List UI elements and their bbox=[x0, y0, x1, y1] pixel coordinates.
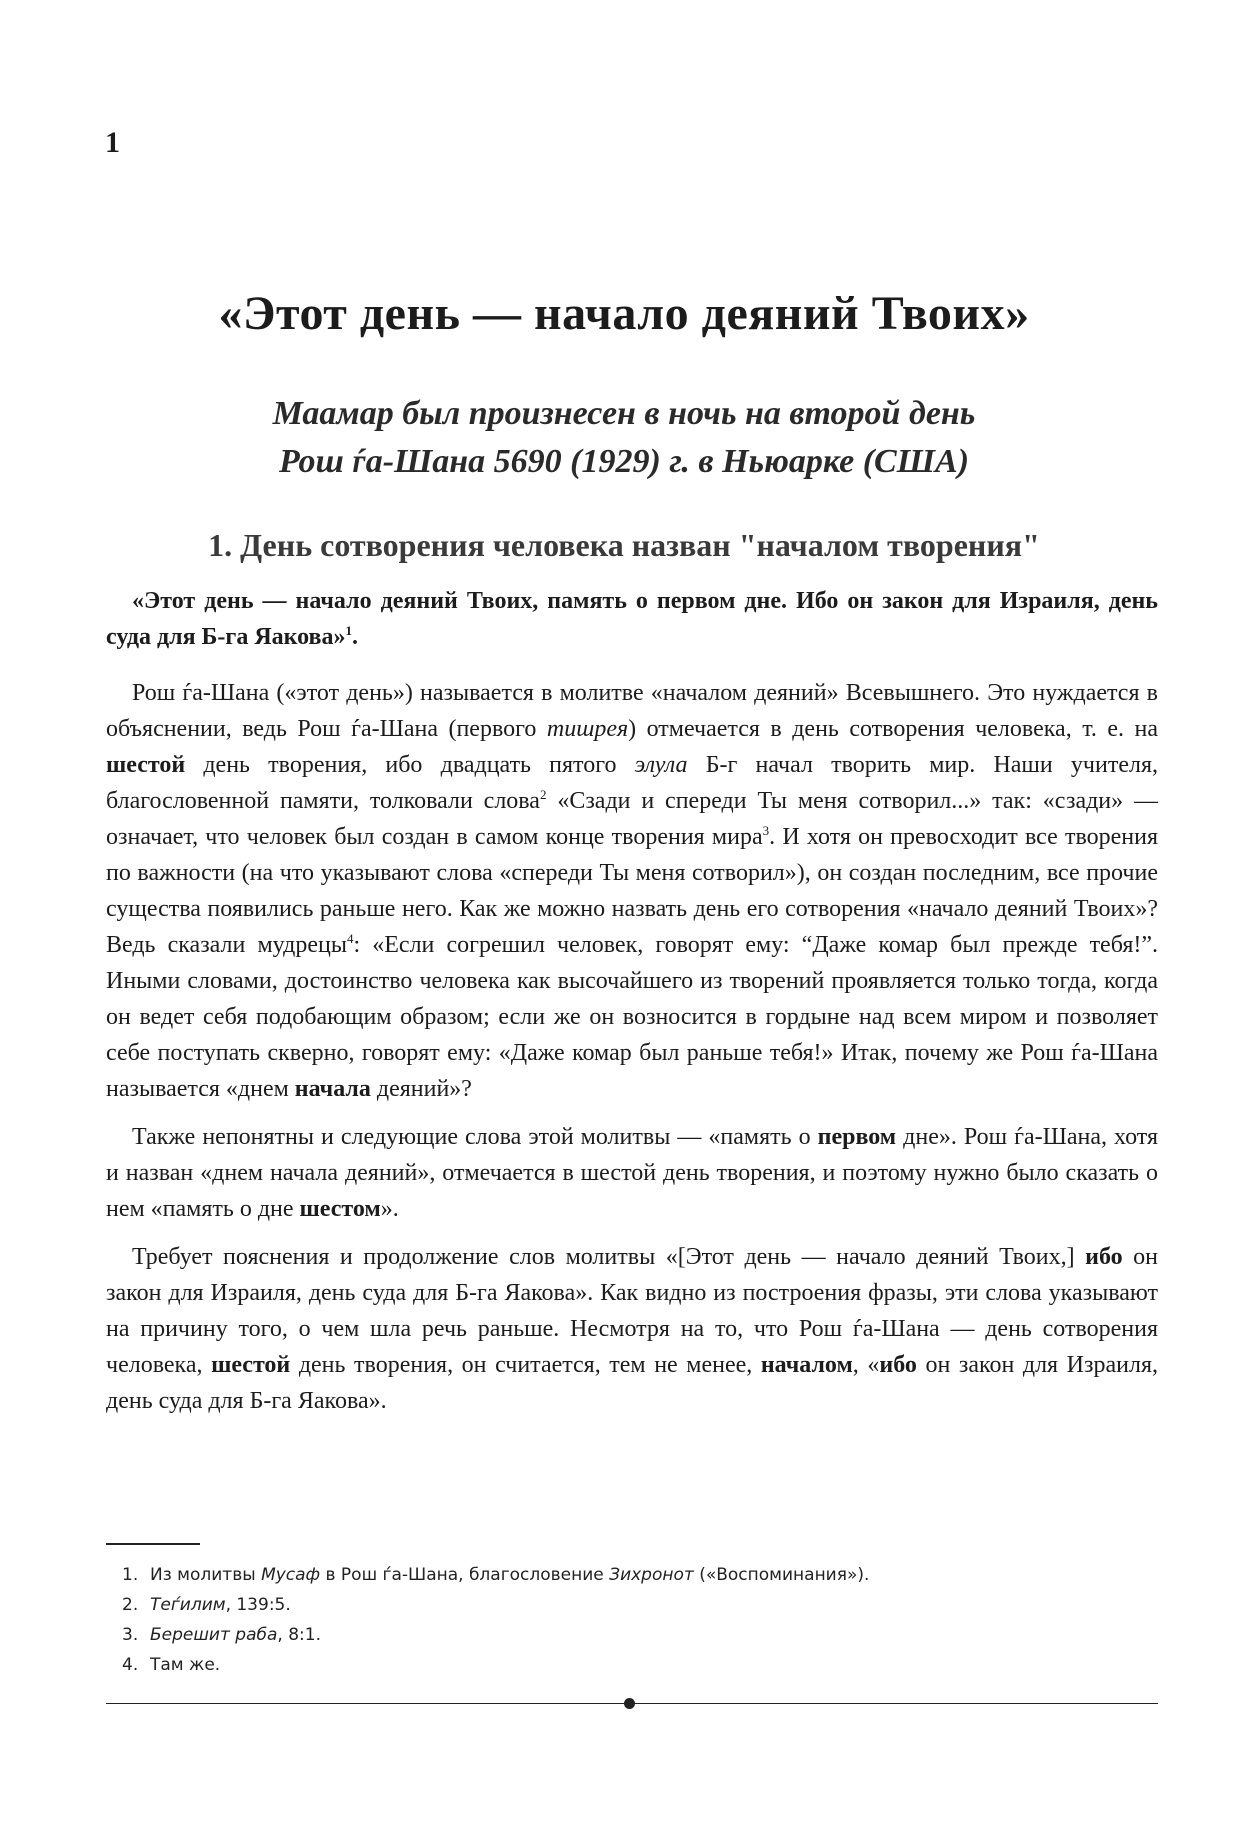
paragraph-2 bbox=[106, 1119, 1158, 1227]
text-run: : «Если согрешил человек, говорят ему: “Даже комар был прежде тебя!”. Иными словами, достоинство человека как высочайшего из творений проявляется только тогда, когда он ведет себя подобающим образом; если же он возносится в гордыне над всем миром и позволяет себе поступать скверно, говорят ему: «Даже комар был раньше тебя!» Итак, почему же Рош ѓа-Шана называется «днем bbox=[106, 932, 1159, 1102]
text-run: Б-г начал творить мир. Наши учителя, благословенной памяти, толковали слова bbox=[106, 752, 1158, 814]
bold-term: ибо bbox=[1085, 1244, 1123, 1270]
footnote-4 bbox=[122, 1650, 869, 1680]
footnote-number: 4. bbox=[122, 1655, 139, 1675]
text-run: «Сзади и спереди Ты меня сотворил...» так: «сзади» — означает, что человек был создан в самом конце творения мира bbox=[106, 788, 1158, 850]
footnote-ref-1: 1 bbox=[345, 623, 353, 638]
footnote-source: Зихронот bbox=[609, 1565, 694, 1585]
chapter-subtitle bbox=[0, 390, 1248, 486]
text-run: он закон для Израиля, день суда для Б-га Яакова». bbox=[106, 1352, 1158, 1414]
text-run: ». bbox=[380, 1196, 399, 1222]
italic-term: тишрея bbox=[546, 716, 629, 742]
footnotes bbox=[122, 1560, 869, 1680]
text-run: ) отмечается в день сотворения человека, т. е. на bbox=[628, 716, 1159, 742]
italic-term: элула bbox=[634, 752, 688, 778]
text-run: , « bbox=[852, 1352, 880, 1378]
bold-term: шестом bbox=[299, 1196, 381, 1222]
footnote-source: Теѓилим bbox=[150, 1595, 226, 1615]
footnote-3 bbox=[122, 1620, 869, 1650]
section-heading: 1. День сотворения человека назван "началом творения" bbox=[208, 527, 1040, 563]
text-run: Также непонятны и следующие слова этой молитвы — «память о bbox=[132, 1124, 818, 1150]
footnote-text: Там же. bbox=[150, 1655, 221, 1675]
text-run: день творения, он считается, тем не менее, bbox=[290, 1352, 761, 1378]
epigraph-quote: «Этот день — начало деяний Твоих, память о первом дне. Ибо он закон для Израиля, день суда для Б-га Яакова»$^1$. bbox=[106, 588, 1158, 650]
paragraph-1 bbox=[106, 675, 1158, 1107]
footnote-ref-2: 2 bbox=[539, 787, 547, 802]
subtitle-line-2: Рош ѓа-Шана 5690 (1929) г. в Ньюарке (США) bbox=[278, 443, 970, 480]
text-run: деяний»? bbox=[370, 1076, 472, 1102]
footnote-number: 3. bbox=[122, 1625, 139, 1645]
bold-term: шестой bbox=[106, 752, 186, 778]
footnote-number: 2. bbox=[122, 1595, 139, 1615]
text-run: Рош ѓа-Шана («этот день») называется в молитве «началом деяний» Всевышнего. Это нуждается в объяснении, ведь Рош ѓа-Шана (первого bbox=[106, 680, 1158, 742]
page-number: 1 bbox=[105, 126, 120, 159]
footnote-ref-3: 3 bbox=[762, 823, 770, 838]
paragraph-3 bbox=[106, 1239, 1158, 1419]
footnote-text: Из молитвы bbox=[150, 1565, 262, 1585]
footnote-text: («Воспоминания»). bbox=[693, 1565, 870, 1585]
footnote-source: Берешит раба bbox=[150, 1625, 278, 1645]
ornament-dot-icon bbox=[624, 1698, 635, 1709]
footnote-text: , 8:1. bbox=[277, 1625, 321, 1645]
footnote-1 bbox=[122, 1560, 869, 1590]
footnote-text: в Рош ѓа-Шана, благословение bbox=[320, 1565, 610, 1585]
bold-term: начала bbox=[294, 1076, 371, 1102]
text-run: он закон для Израиля, день суда для Б-га Яакова». Как видно из построения фразы, эти слова указывают на причину того, о чем шла речь раньше. Несмотря на то, что Рош ѓа-Шана — день сотворения человека, bbox=[106, 1244, 1158, 1378]
footnote-text: , 139:5. bbox=[225, 1595, 291, 1615]
text-run: Требует пояснения и продолжение слов молитвы «[Этот день — начало деяний Твоих,] bbox=[132, 1244, 1086, 1270]
bold-term: ибо bbox=[879, 1352, 917, 1378]
footnote-source: Мусаф bbox=[261, 1565, 321, 1585]
epigraph-text: «Этот день — начало деяний Твоих, память о первом дне. Ибо он закон для Израиля, день суда для Б-га Яакова» bbox=[106, 588, 1158, 650]
footnote-ref-4: 4 bbox=[346, 931, 354, 946]
text-run: дне». Рош ѓа-Шана, хотя и назван «днем начала деяний», отмечается в шестой день творения, и поэтому нужно было сказать о нем «память о дне bbox=[106, 1124, 1159, 1222]
subtitle-line-1: Маамар был произнесен в ночь на второй день bbox=[272, 395, 976, 432]
text-run: . И хотя он превосходит все творения по важности (на что указывают слова «спереди Ты меня сотворил»), он создан последним, все прочие существа появились раньше него. Как же можно назвать день его сотворения «начало деяний Твоих»? Ведь сказали мудрецы bbox=[106, 824, 1158, 958]
footnote-divider bbox=[106, 1543, 200, 1545]
bold-term: началом bbox=[760, 1352, 853, 1378]
body-text bbox=[106, 583, 1158, 1419]
text-run: день творения, ибо двадцать пятого bbox=[185, 752, 635, 778]
chapter-title: «Этот день — начало деяний Твоих» bbox=[218, 287, 1030, 340]
bold-term: первом bbox=[817, 1124, 897, 1150]
footnote-number: 1. bbox=[122, 1565, 139, 1585]
footnote-2 bbox=[122, 1590, 869, 1620]
bold-term: шестой bbox=[211, 1352, 291, 1378]
